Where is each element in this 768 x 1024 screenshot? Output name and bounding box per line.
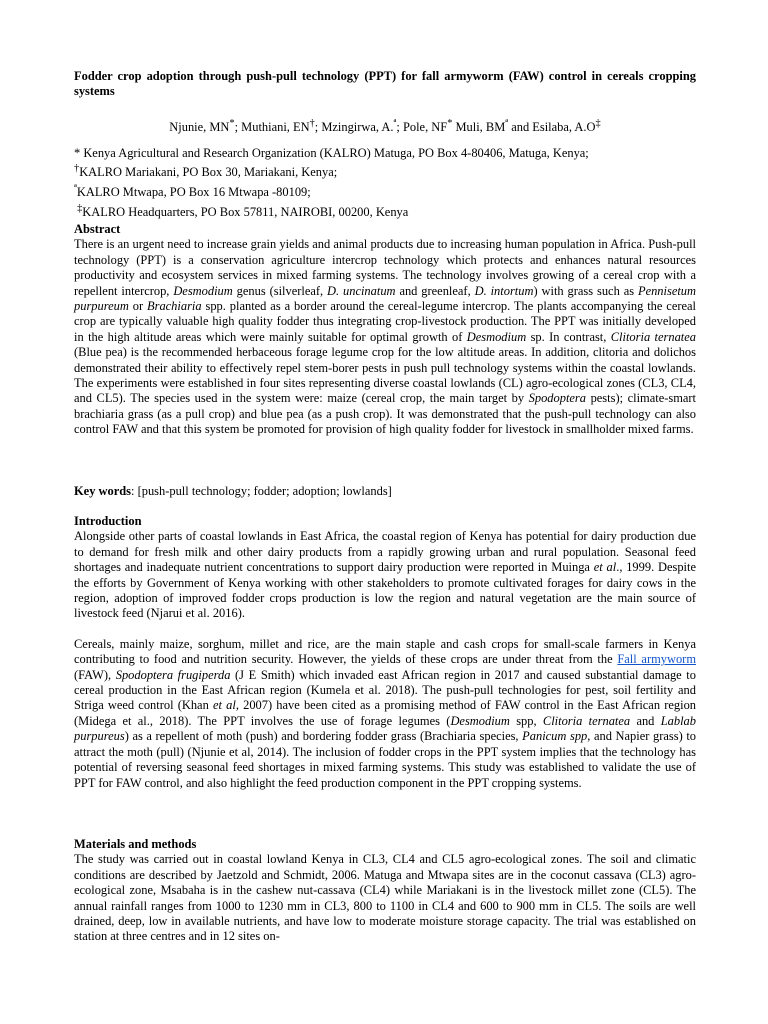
- author-6: and Esilaba, A.O: [508, 120, 596, 135]
- affiliation-4: ‡KALRO Headquarters, PO Box 57811, NAIROBI, 00200, Kenya: [77, 202, 409, 219]
- paper-title: Fodder crop adoption through push-pull technology (PPT) for fall armyworm (FAW) control in cereals cropping systems: [74, 69, 696, 99]
- abstract-heading: Abstract: [74, 222, 121, 236]
- methods-section: [74, 837, 696, 945]
- author-1: Njunie, MN: [169, 120, 230, 135]
- introduction-paragraph-1: Alongside other parts of coastal lowlands in East Africa, the coastal region of Kenya has potential for dairy production due to demand for fresh milk and other dairy products from a rapidly growing urban and rural population. Seasonal feed shortages and inadequate nutrient concentrations to support dairy production were reported in Muinga et al., 1999. Despite the efforts by Government of Kenya working with other stakeholders to promote cultivated forages for dairy cows in the region, adoption of improved fodder crops production is low the region and natural vegetation are the main source of livestock feed (Njarui et al. 2016).: [74, 529, 696, 621]
- keywords-value: : [push-pull technology; fodder; adoption; lowlands]: [131, 484, 392, 498]
- methods-paragraph: The study was carried out in coastal lowland Kenya in CL3, CL4 and CL5 agro-ecological zones. The soil and climatic conditions are described by Jaetzold and Schmidt, 2006. Matuga and Mtwapa sites are in the coconut cassava (CL3) agro-ecological zone, Msabaha is in the cashew nut-cassava (CL4) while Mariakani is in the livestock millet zone (CL5). The annual rainfall ranges from 1000 to 1230 mm in CL3, 800 to 1100 in CL4 and 600 to 900 mm in CL5. The soils are well drained, deep, low in available nutrients, and have low to moderate moisture storage capacity. The trial was established on station at three centres and in 12 sites on-: [74, 852, 696, 944]
- author-2: ; Muthiani, EN: [234, 120, 310, 135]
- affiliation-1: * Kenya Agricultural and Research Organization (KALRO) Matuga, PO Box 4-80406, Matuga, Kenya;: [74, 146, 589, 160]
- author-5: Muli, BM: [452, 120, 506, 135]
- methods-heading: Materials and methods: [74, 837, 197, 851]
- keywords-label: Key words: [74, 484, 132, 498]
- author-line: Njunie, MN*; Muthiani, EN†; Mzingirwa, A.$^ª$; Pole, NF* Muli, $BM^ª$ and Esilaba, A.O‡: [169, 118, 601, 135]
- paper-title-block: [74, 69, 696, 100]
- introduction-section: [74, 514, 696, 791]
- fall-armyworm-link[interactable]: Fall armyworm: [617, 652, 696, 667]
- author-4: ; Pole, NF: [396, 120, 448, 135]
- abstract-section: [74, 222, 696, 438]
- introduction-heading: Introduction: [74, 514, 142, 528]
- affiliation-3: $^ª$KALRO Mtwapa, PO Box 16 Mtwapa -80109;: [74, 182, 311, 200]
- affiliation-2: †KALRO Mariakani, PO Box 30, Mariakani, Kenya;: [74, 163, 338, 180]
- abstract-text: There is an urgent need to increase grain yields and animal products due to increasing human population in Africa. Push-pull technology (PPT) is a conservation agriculture intercrop technology which protects and enhances natural resources productivity and ecosystem services in mixed farming systems. The technology involves growing of a cereal crop with a repellent intercrop, Desmodium genus (silverleaf, D. uncinatum and greenleaf, D. intortum) with grass such as Pennisetum purpureum or Brachiaria spp. planted as a border around the cereal-legume intercrop. The plants accompanying the cereal crop are typically valuable high quality fodder thus integrating crop-livestock production. The PPT was initially developed in the high altitude areas which were mainly suitable for optimal growth of Desmodium sp. In contrast, Clitoria ternatea (Blue pea) is the recommended herbaceous forage legume crop for the low altitude areas. In addition, clitoria and dolichos demonstrated their ability to effectively repel stem-borer pests in push pull technology systems within the coastal lowlands. The experiments were established in four sites representing diverse coastal lowlands (CL) agro-ecological zones (CL3, CL4, and CL5). The species used in the system were: maize (cereal crop, the main target by Spodoptera pests); climate-smart brachiaria grass (as a pull crop) and blue pea (as a push crop). It was demonstrated that the push-pull technology can also control FAW and that this system be promoted for provision of high quality fodder for livestock in smallholder mixed farms.: [74, 237, 696, 437]
- keywords-line: [74, 484, 696, 499]
- introduction-paragraph-2: Cereals, mainly maize, sorghum, millet and rice, are the main staple and cash crops for small-scale farmers in Kenya contributing to food and nutrition security. However, the yields of these crops are under threat from the Fall armyworm (FAW), Spodoptera frugiperda (J E Smith) which invaded east African region in 2017 and caused substantial damage to cereal production in the East African region (Kumela et al. 2018). The push-pull technologies for pest, soil fertility and Striga weed control (Khan et al, 2007) have been cited as a promising method of FAW control in the East African region (Midega et al., 2018). The PPT involves the use of forage legumes (Desmodium spp, Clitoria ternatea and Lablab purpureus) as a repellent of moth (push) and bordering fodder grass (Brachiaria species, Panicum spp, and Napier grass) to attract the moth (pull) (Njunie et al, 2014). The inclusion of fodder crops in the PPT system implies that the technology has potential of reversing seasonal feed shortages in mixed farming systems. This study was established to validate the use of PPT for FAW control, and also highlight the feed production component in the PPT cropping systems.: [74, 636, 697, 790]
- author-3: ; Mzingirwa, A.: [314, 120, 394, 135]
- affiliations: [74, 146, 696, 220]
